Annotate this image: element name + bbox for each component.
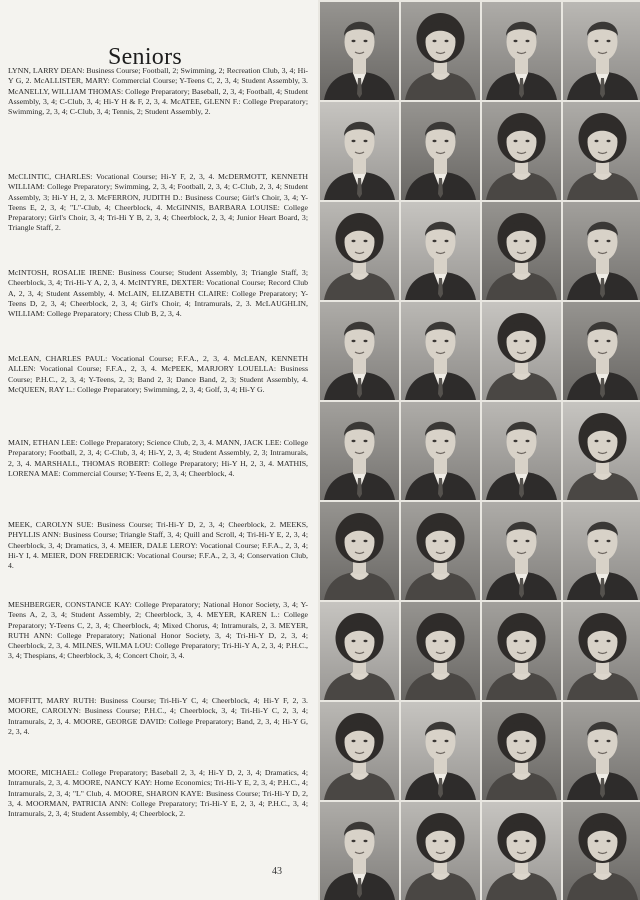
student-portrait (482, 602, 561, 700)
senior-entry: McCLINTIC, CHARLES: Vocational Course; Hi-Y F, 2, 3, 4. McDERMOTT, KENNETH WILLIAM: College Preparatory; Swimming, 2, 3, 4; Football, 2, 3, 4; C-Club, 2, 3, 4; Student Assembly, 3; Hi-Y H, 2, 3. McFERRON, JUDITH D.: Business Course; Girl's Choir, 3, 4; Y-Teens E, 2, 3, 4; "L"-Club, 4; Cheerblock, 4. McGINNIS, BARBARA LOUISE: College Preparatory; Girl's Choir, 3, 4; Tri-Hi Y B, 2, 3, 4; Cheerblock, 2, 3, 4; Junior Heart Board, 3; Triangle Staff, 2. (8, 172, 308, 233)
page-title: Seniors (107, 44, 183, 70)
student-portrait (563, 2, 640, 100)
senior-entry: MOFFITT, MARY RUTH: Business Course; Tri-Hi-Y C, 4; Cheerblock, 4; Hi-Y F, 2, 3. MOORE, CAROLYN: Business Course; P.H.C., 4; Cheerblock, 3, 4; Tri-Hi-Y C, 2, 3, 4; Intramurals, 2, 3, 4. MOORE, GEORGE DAVID: College Preparatory; Band, 2, 3, 4; Hi-Y G, 2, 3, 4. (8, 696, 308, 736)
portrait-grid (318, 0, 640, 900)
student-portrait (401, 802, 480, 900)
student-portrait (401, 2, 480, 100)
student-portrait (482, 802, 561, 900)
student-portrait (320, 502, 399, 600)
student-portrait (401, 302, 480, 400)
student-portrait (401, 502, 480, 600)
student-portrait (563, 102, 640, 200)
student-portrait (482, 502, 561, 600)
senior-entry: MOORE, MICHAEL: College Preparatory; Baseball 2, 3, 4; Hi-Y D, 2, 3, 4; Dramatics, 4; Intramurals, 2, 3, 4. MOORE, NANCY KAY: Home Economics; Tri-Hi-Y E, 2, 3, 4; P.H.C., 4; Intramurals, 2, 3, 4; "L" Club, 4. MOORE, SHARON KAYE: Business Course; Tri-Hi-Y D, 2, 3, 4. MOORMAN, PATRICIA ANN: College Preparatory; Tri-Hi-Y E, 2, 3, 4; P.H.C., 3, 4; Intramurals, 2, 3, 4; Student Assembly, 4; Cheerblock, 2. (8, 768, 308, 819)
student-portrait (482, 402, 561, 500)
student-portrait (320, 302, 399, 400)
student-portrait (401, 202, 480, 300)
senior-entry: MESHBERGER, CONSTANCE KAY: College Preparatory; National Honor Society, 3, 4; Y-Teens A, 2, 3, 4; Student Assembly, 2; Cheerblock, 3, 4. MEYER, KAREN L.: College Preparatory; Y-Teens C, 2, 3, 4; Cheerblock, 4; Mixed Chorus, 4; Intramurals, 2, 3. MEYER, RUTH ANN: College Preparatory; National Honor Society, 3, 4; Tri-Hi-Y D, 2, 3, 4; Cheerblock, 2, 3, 4. MILNES, WILMA LOU: College Preparatory; Tri-Hi-Y A, 2, 3, 4; P.H.C., 3, 4; Thespians, 4; Cheerblock, 3, 4; Concert Choir, 3, 4. (8, 600, 308, 661)
student-portrait (320, 2, 399, 100)
student-portrait (401, 602, 480, 700)
senior-entry: LYNN, LARRY DEAN: Business Course; Football, 2; Swimming, 2; Recreation Club, 3, 4; Hi-Y G, 2. McALLISTER, MARY: Commercial Course; Y-Teens C, 2, 3, 4; Student Assembly, 3. McANELLY, WILLIAM THOMAS: College Preparatory; Baseball, 2, 3, 4; Football, 4; Student Assembly, 3, 4; C-Club, 3, 4; Hi-Y H & F, 2, 3, 4. McATEE, GLENN F.: College Preparatory; Swimming, 2, 3, 4; C-Club, 3, 4; Tennis, 2; Student Assembly, 2. (8, 66, 308, 117)
senior-entry: McINTOSH, ROSALIE IRENE: Business Course; Student Assembly, 3; Triangle Staff, 3; Cheerblock, 3, 4; Tri-Hi-Y A, 2, 3, 4. McINTYRE, DEXTER: Vocational Course; Record Club A, 2, 3, 4; Student Assembly, 4. McLAIN, ELIZABETH CLAIRE: College Preparatory; Y-Teens D, 2, 3, 4; Cheerblock, 2, 3, 4; Girl's Choir, 4; Intramurals, 2, 3. McLAUGHLIN, WILLIAM: College Preparatory; Chess Club B, 2, 3, 4. (8, 268, 308, 319)
student-portrait (563, 402, 640, 500)
student-portrait (320, 102, 399, 200)
student-portrait (563, 302, 640, 400)
student-portrait (401, 402, 480, 500)
student-portrait (563, 802, 640, 900)
page-number: 43 (272, 866, 282, 877)
senior-entry: McLEAN, CHARLES PAUL: Vocational Course; F.F.A., 2, 3, 4. McLEAN, KENNETH ALLEN: Vocational Course; F.F.A., 2, 3, 4. McPEEK, MARJORY LOUELLA: Business Course; P.H.C., 2, 3, 4; Y-Teens, 2, 3; Band 2, 3; Dance Band, 2, 3; Student Assembly, 4. McQUEEN, RAY L.: College Preparatory; Swimming, 2, 3, 4; Golf, 3, 4; Hi-Y G. (8, 354, 308, 394)
student-portrait (320, 702, 399, 800)
student-portrait (482, 302, 561, 400)
student-portrait (401, 702, 480, 800)
student-portrait (320, 202, 399, 300)
student-portrait (482, 102, 561, 200)
student-portrait (563, 602, 640, 700)
senior-entry: MAIN, ETHAN LEE: College Preparatory; Science Club, 2, 3, 4. MANN, JACK LEE: College Preparatory; Football, 2, 3, 4; C-Club, 3, 4; Hi-Y, 2, 3, 4; Student Assembly, 2, 3; Intramurals, 2, 3, 4. MARSHALL, THOMAS ROBERT: College Preparatory; Hi-Y H, 2, 3, 4. MATHIS, LORENA MAE: Commercial Course; Y-Teens E, 2, 3, 4; Cheerblock, 4. (8, 438, 308, 478)
student-portrait (482, 702, 561, 800)
student-portrait (320, 802, 399, 900)
student-portrait (563, 202, 640, 300)
student-portrait (320, 602, 399, 700)
student-portrait (401, 102, 480, 200)
student-portrait (563, 502, 640, 600)
student-portrait (482, 202, 561, 300)
student-portrait (320, 402, 399, 500)
student-portrait (482, 2, 561, 100)
student-portrait (563, 702, 640, 800)
senior-entry: MEEK, CAROLYN SUE: Business Course; Tri-Hi-Y D, 2, 3, 4; Cheerblock, 2. MEEKS, PHYLLIS ANN: Business Course; Triangle Staff, 3, 4; Quill and Scroll, 4; Tri-Hi-Y E, 2, 3, 4; Cheerblock, 3, 4; Dramatics, 3, 4. MEIER, DALE LEROY: Vocational Course; F.F.A., 2, 3, 4; Hi-Y I, 4. MEIER, DON FREDERICK: Vocational Course; F.F.A., 2, 3, 4; Conservation Club, 4. (8, 520, 308, 571)
